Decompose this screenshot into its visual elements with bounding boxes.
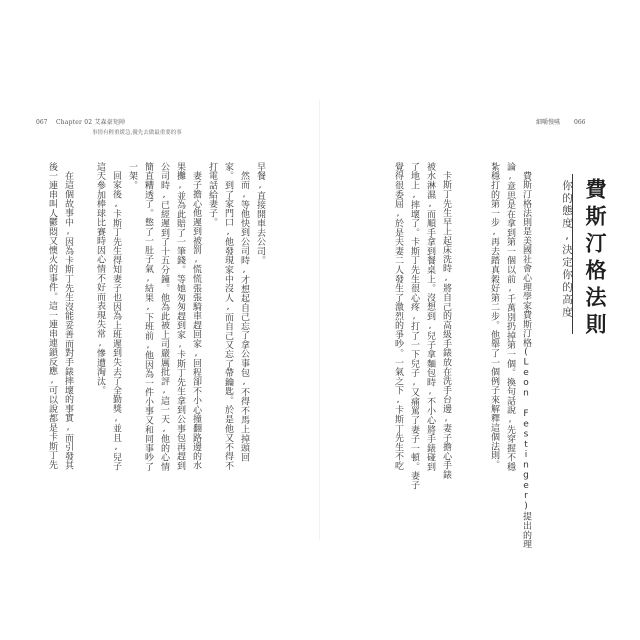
right-body-line: 被水淋濕,而順手拿到餐桌上。沒想到,兒子拿麵包時,不小心將手錶碰到 [425,162,435,472]
chapter-subheader: 事情有輕重緩急,優先去做最重要的事 [92,130,182,136]
page-gutter [319,100,320,540]
left-body-line: 家。到了家門口,他發現家中沒人,而自己又忘了帶鑰匙。於是他又不得不 [223,162,233,471]
book-title-header: 細嚼慢嚥 [536,119,561,126]
left-body-line: 簡直糟透了。憋了一肚子氣,結果,下班前,他因為一件小事又和同事吵了 [143,162,153,472]
right-body-line: 覺得很委屈,於是夫妻二人發生了激烈的爭吵。一氣之下,卡斯丁先生不吃 [393,162,403,471]
left-body-line: 果攤,並為此賠了一筆錢。等她匆匆趕到家,卡斯丁先生拿到公事包再趕到 [175,162,185,471]
left-body-line: 在這個故事中,因為卡斯丁先生沒能妥善而對手錶摔壞的事實,而引發其 [63,171,73,470]
right-body-line: 論,意思是在拿到第一個以前,千萬別扔掉第一個。換句話說,先穿握不穩 [505,162,515,472]
right-page-number: 066 [574,119,586,126]
right-body-line: 紮穩打的第一步,再去踏真穀好第二步。他舉了一個例子來解釋這個法則。 [489,162,499,470]
left-body-line: 早餐,直接開車去公司。 [255,162,265,266]
left-body-line: 公司時,已經遲到了十五分鐘。他為此被上司嚴厲批評,這一天,他的心情 [159,162,169,472]
section-title: 費斯汀格法則 [583,178,607,340]
right-body-line: 了地上,摔壞了。卡斯丁先生很心疼,打了一下兒子,又痛罵了妻子一頓。妻子 [409,162,419,490]
left-body-line: 然而,等他快到公司時,才想起自己忘了拿公事包,不得不馬上掉頭回 [239,171,249,462]
left-body-line: 這天參加棒球比賽時因心情不好而表現失常,慘遭淘汰。 [95,162,105,395]
left-body-line: 妻子擔心他遲到被罰,慌慌張張騎車趕回家,回程卻不小心撞翻路邊的水 [191,171,201,470]
chapter-header: Chapter 02 艾森豪矩陣 [56,119,126,126]
right-body-line: 費斯汀格法則是美國社會心理學家費斯汀格(Leon Festinger)提出的理 [521,171,531,549]
section-subtitle: 你的態度,決定你的高度 [561,180,573,319]
left-body-line: 回家後,卡斯丁先生得知妻子也因為上班遲到失去了全勤獎,並且,兒子 [111,171,121,471]
left-page-number: 067 [36,119,48,126]
right-body-line: 卡斯丁先生早上起床洗時,將自己的高級手錶放在洗手台邊,妻子擔心手錶 [441,171,451,480]
left-body-line: 後一連串叫人鬱悶又懊火的事件。這一連串連鎖反應,可以說都是卡斯丁先 [47,162,57,470]
left-body-line: 一架。 [127,162,137,190]
left-body-line: 打電話給妻子。 [207,162,217,227]
